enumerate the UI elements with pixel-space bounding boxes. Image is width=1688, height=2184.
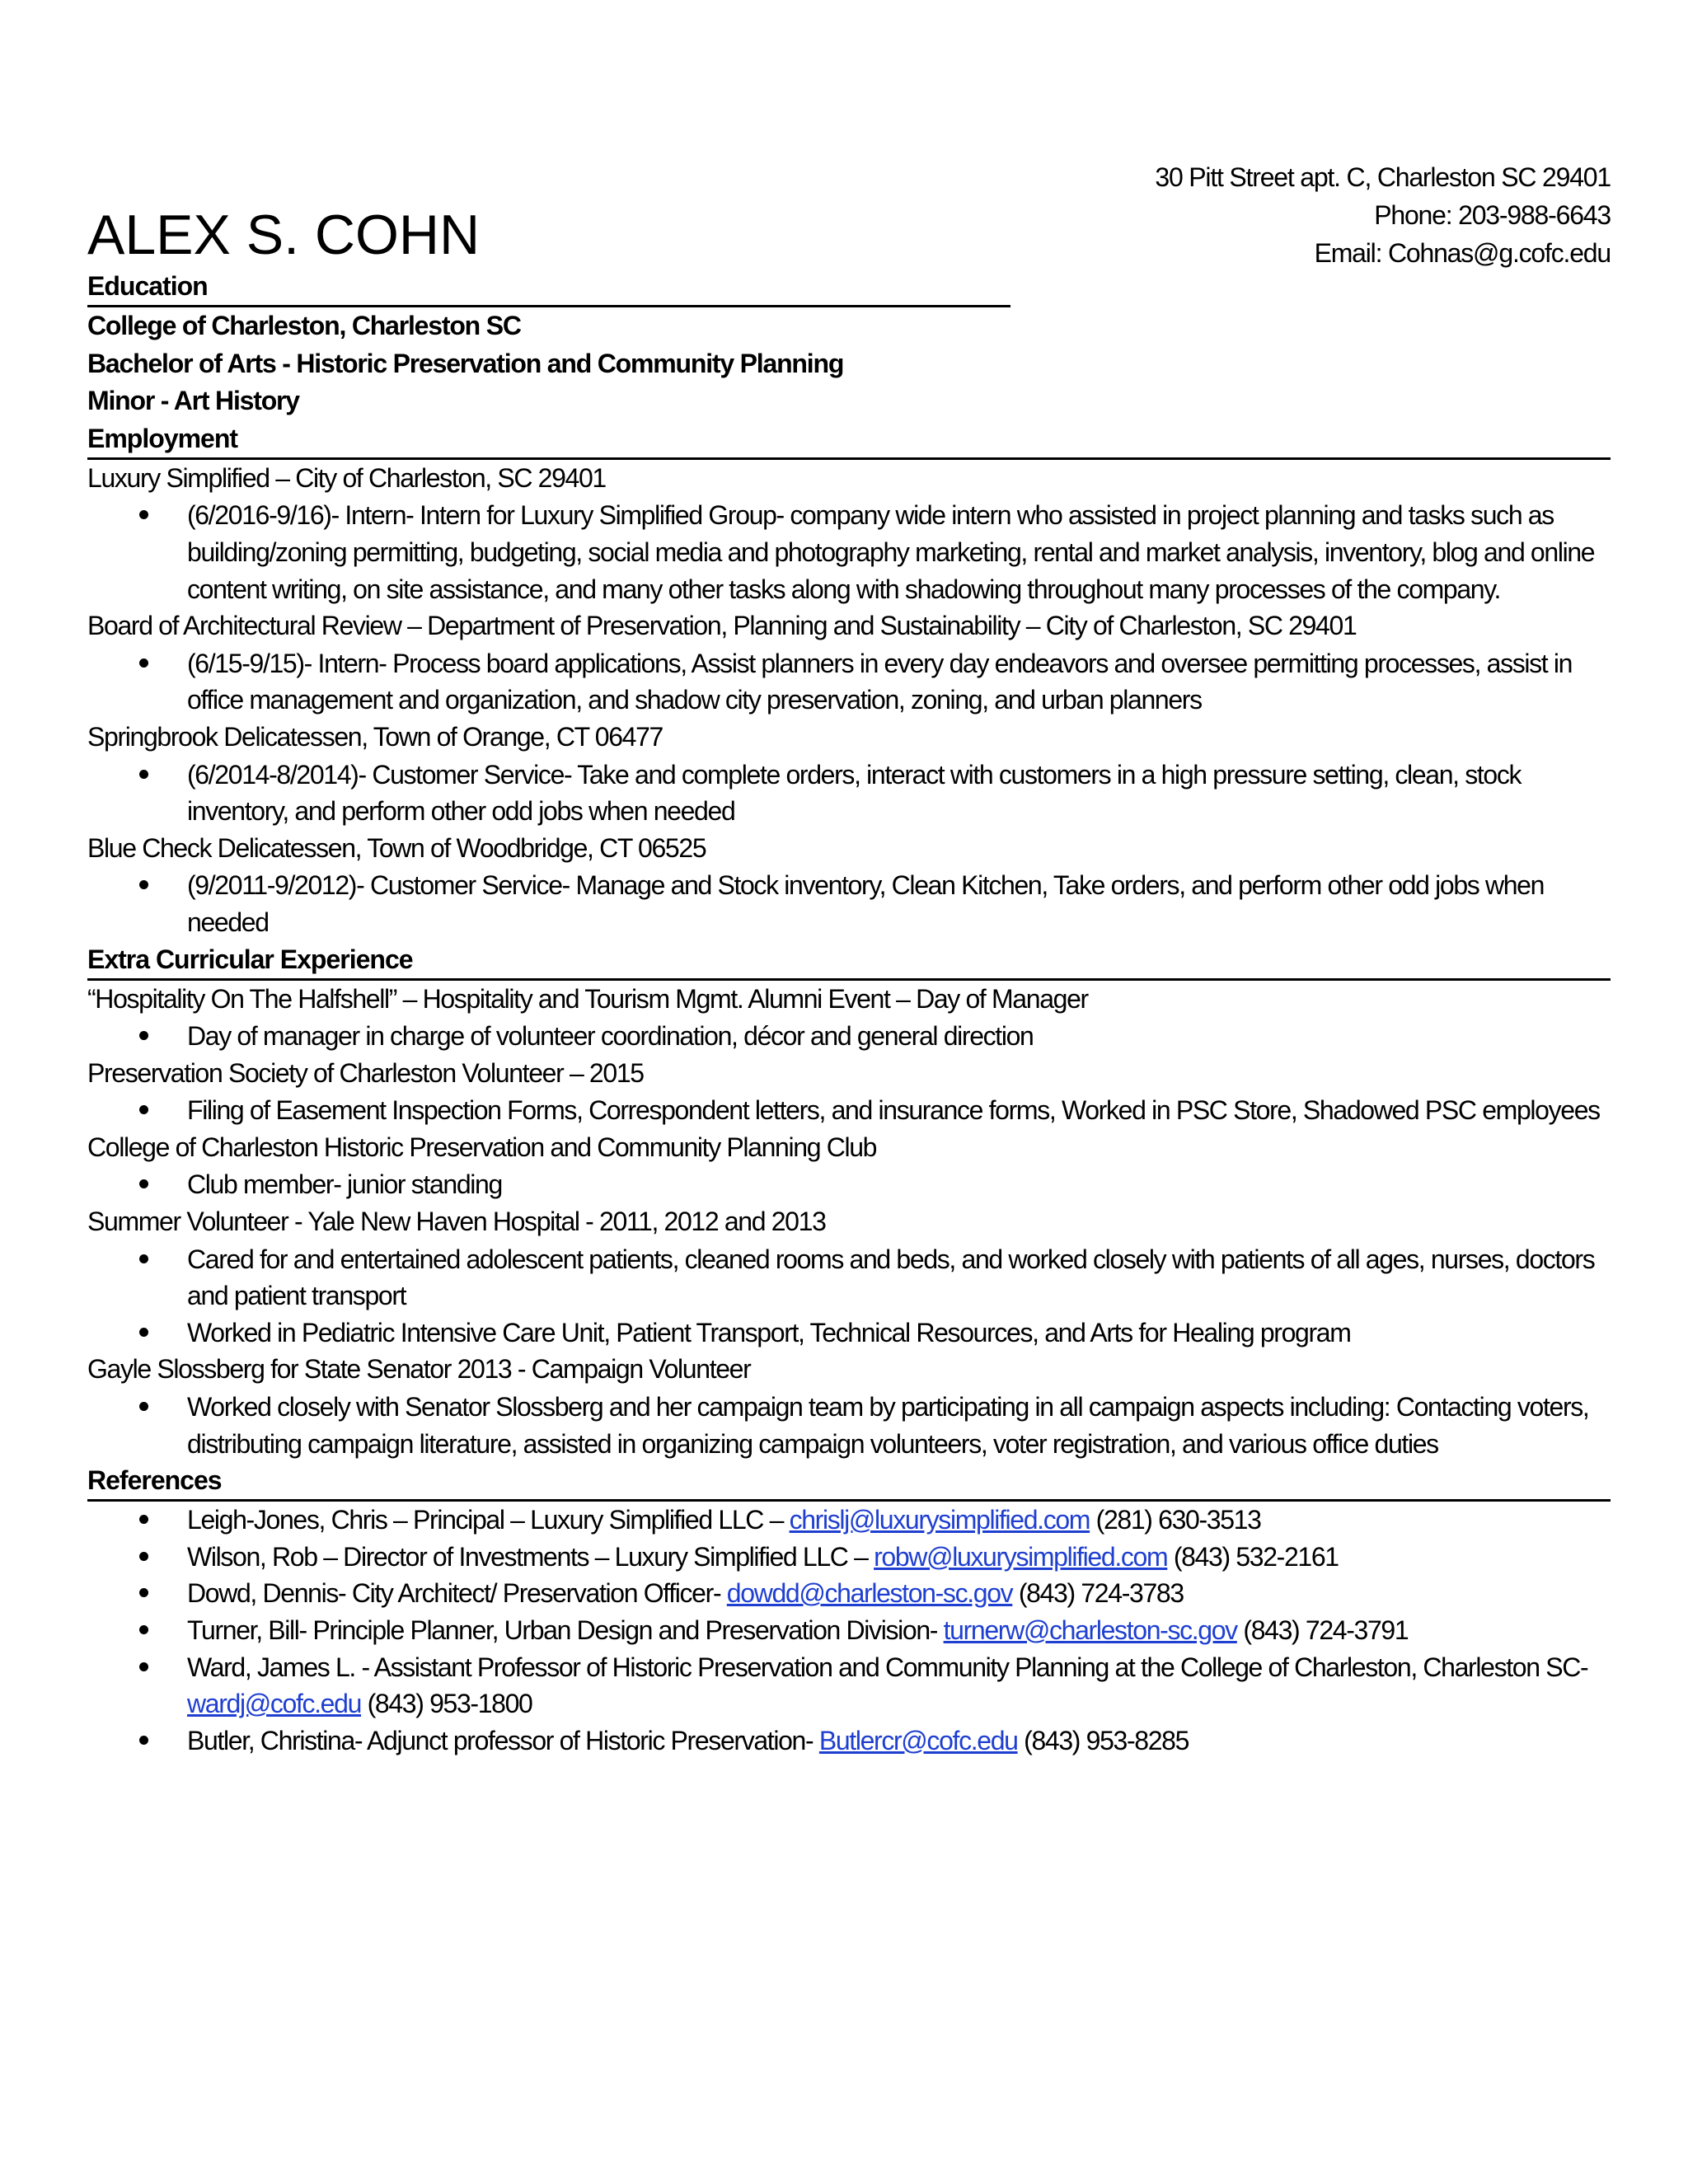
entry-title: Blue Check Delicatessen, Town of Woodbridge, CT 06525 [87, 832, 706, 863]
entry-bullets [87, 867, 1611, 940]
entry-title: College of Charleston Historic Preservation and Community Planning Club [87, 1132, 877, 1162]
reference-phone: (843) 953-8285 [1017, 1725, 1189, 1755]
entry-bullets [87, 497, 1611, 607]
reference-details: Leigh-Jones, Chris – Principal – Luxury Simplified LLC – [187, 1505, 790, 1535]
entry-bullets [87, 645, 1611, 719]
email-text: Email: Cohnas@g.cofc.edu [1314, 238, 1611, 268]
extracurricular-heading: Extra Curricular Experience [87, 941, 1611, 981]
reference-email-link[interactable]: turnerw@charleston-sc.gov [943, 1615, 1237, 1645]
reference-details: Turner, Bill- Principle Planner, Urban Design and Preservation Division- [187, 1615, 944, 1645]
employment-list [87, 460, 1611, 941]
reference-phone: (281) 630-3513 [1090, 1505, 1261, 1535]
entry-bullets [87, 1018, 1611, 1055]
bullet-item: Club member- junior standing [87, 1166, 1611, 1203]
reference-phone: (843) 724-3783 [1012, 1578, 1184, 1609]
entry-title: Board of Architectural Review – Department of Preservation, Planning and Sustainability – City of Charleston, SC 29401 [87, 611, 1357, 641]
reference-details: Wilson, Rob – Director of Investments – Luxury Simplified LLC – [187, 1541, 874, 1572]
bullet-item: Cared for and entertained adolescent patients, cleaned rooms and beds, and worked closely with patients of all ages, nurses, doctors and patient transport [87, 1241, 1611, 1315]
entry-title: Luxury Simplified – City of Charleston, SC 29401 [87, 462, 606, 493]
reference-item [87, 1575, 1611, 1612]
entry-bullets [87, 1166, 1611, 1203]
contact-block [1155, 158, 1611, 272]
employment-heading: Employment [87, 420, 1611, 460]
entry-bullets [87, 1092, 1611, 1129]
education-heading: Education [87, 268, 1010, 307]
references-heading: References [87, 1462, 1611, 1502]
entry-bullets [87, 1389, 1611, 1462]
reference-details: Dowd, Dennis- City Architect/ Preservation Officer- [187, 1578, 727, 1609]
bullet-item: Worked closely with Senator Slossberg and her campaign team by participating in all campaign aspects including: Contacting voters, distributing campaign literature, assisted in organizing campaign volunteers, voter registration, and various office duties [87, 1389, 1611, 1462]
entry-title: Preservation Society of Charleston Volunteer – 2015 [87, 1057, 644, 1088]
reference-item [87, 1612, 1611, 1649]
reference-details: Butler, Christina- Adjunct professor of Historic Preservation- [187, 1725, 819, 1755]
entry-title: Gayle Slossberg for State Senator 2013 - Campaign Volunteer [87, 1354, 751, 1385]
reference-phone: (843) 953-1800 [361, 1689, 532, 1719]
reference-item [87, 1649, 1611, 1722]
reference-item [87, 1722, 1611, 1760]
bullet-item: Filing of Easement Inspection Forms, Correspondent letters, and insurance forms, Worked in PSC Store, Shadowed PSC employees [87, 1092, 1611, 1129]
bullet-item: (6/15-9/15)- Intern- Process board applications, Assist planners in every day endeavors and oversee permitting processes, assist in office management and organization, and shadow city preservation, zoning, and urban planners [87, 645, 1611, 719]
resume-body [87, 268, 1611, 1759]
address-text: 30 Pitt Street apt. C, Charleston SC 29401 [1155, 162, 1611, 192]
reference-email-link[interactable]: chrislj@luxurysimplified.com [789, 1505, 1090, 1535]
bullet-item: Day of manager in charge of volunteer coordination, décor and general direction [87, 1018, 1611, 1055]
entry-title: Summer Volunteer - Yale New Haven Hospital - 2011, 2012 and 2013 [87, 1207, 826, 1237]
education-school: College of Charleston, Charleston SC [87, 311, 521, 340]
education-minor: Minor - Art History [87, 386, 299, 416]
reference-email-link[interactable]: Butlercr@cofc.edu [818, 1725, 1018, 1755]
phone-text: Phone: 203-988-6643 [1374, 200, 1611, 230]
entry-bullets [87, 757, 1611, 830]
entry-title: Springbrook Delicatessen, Town of Orange, CT 06477 [87, 721, 663, 752]
bullet-item: (6/2014-8/2014)- Customer Service- Take and complete orders, interact with customers in a high pressure setting, clean, stock inventory, and perform other odd jobs when needed [87, 757, 1611, 830]
reference-email-link[interactable]: robw@luxurysimplified.com [874, 1541, 1168, 1572]
reference-details: Ward, James L. - Assistant Professor of Historic Preservation and Community Planning at the College of Charleston, Charleston SC- [187, 1652, 1588, 1682]
reference-item [87, 1539, 1611, 1576]
entry-bullets [87, 1241, 1611, 1352]
candidate-name: ALEX S. COHN [87, 204, 481, 266]
extracurricular-list [87, 981, 1611, 1463]
bullet-item: (9/2011-9/2012)- Customer Service- Manage and Stock inventory, Clean Kitchen, Take orders, and perform other odd jobs when needed [87, 867, 1611, 940]
reference-phone: (843) 532-2161 [1167, 1541, 1339, 1572]
entry-title: “Hospitality On The Halfshell” – Hospitality and Tourism Mgmt. Alumni Event – Day of Manager [87, 983, 1088, 1014]
reference-item [87, 1502, 1611, 1539]
bullet-item: (6/2016-9/16)- Intern- Intern for Luxury Simplified Group- company wide intern who assisted in project planning and tasks such as building/zoning permitting, budgeting, social media and photography marketing, rental and market analysis, inventory, blog and online content writing, on site assistance, and many other tasks along with shadowing throughout many processes of the company. [87, 497, 1611, 607]
bullet-item: Worked in Pediatric Intensive Care Unit, Patient Transport, Technical Resources, and Arts for Healing program [87, 1315, 1611, 1352]
reference-email-link[interactable]: dowdd@charleston-sc.gov [726, 1578, 1013, 1609]
reference-phone: (843) 724-3791 [1236, 1615, 1409, 1645]
reference-email-link[interactable]: wardj@cofc.edu [187, 1689, 362, 1719]
references-list [87, 1502, 1611, 1759]
education-degree: Bachelor of Arts - Historic Preservation and Community Planning [87, 348, 844, 378]
